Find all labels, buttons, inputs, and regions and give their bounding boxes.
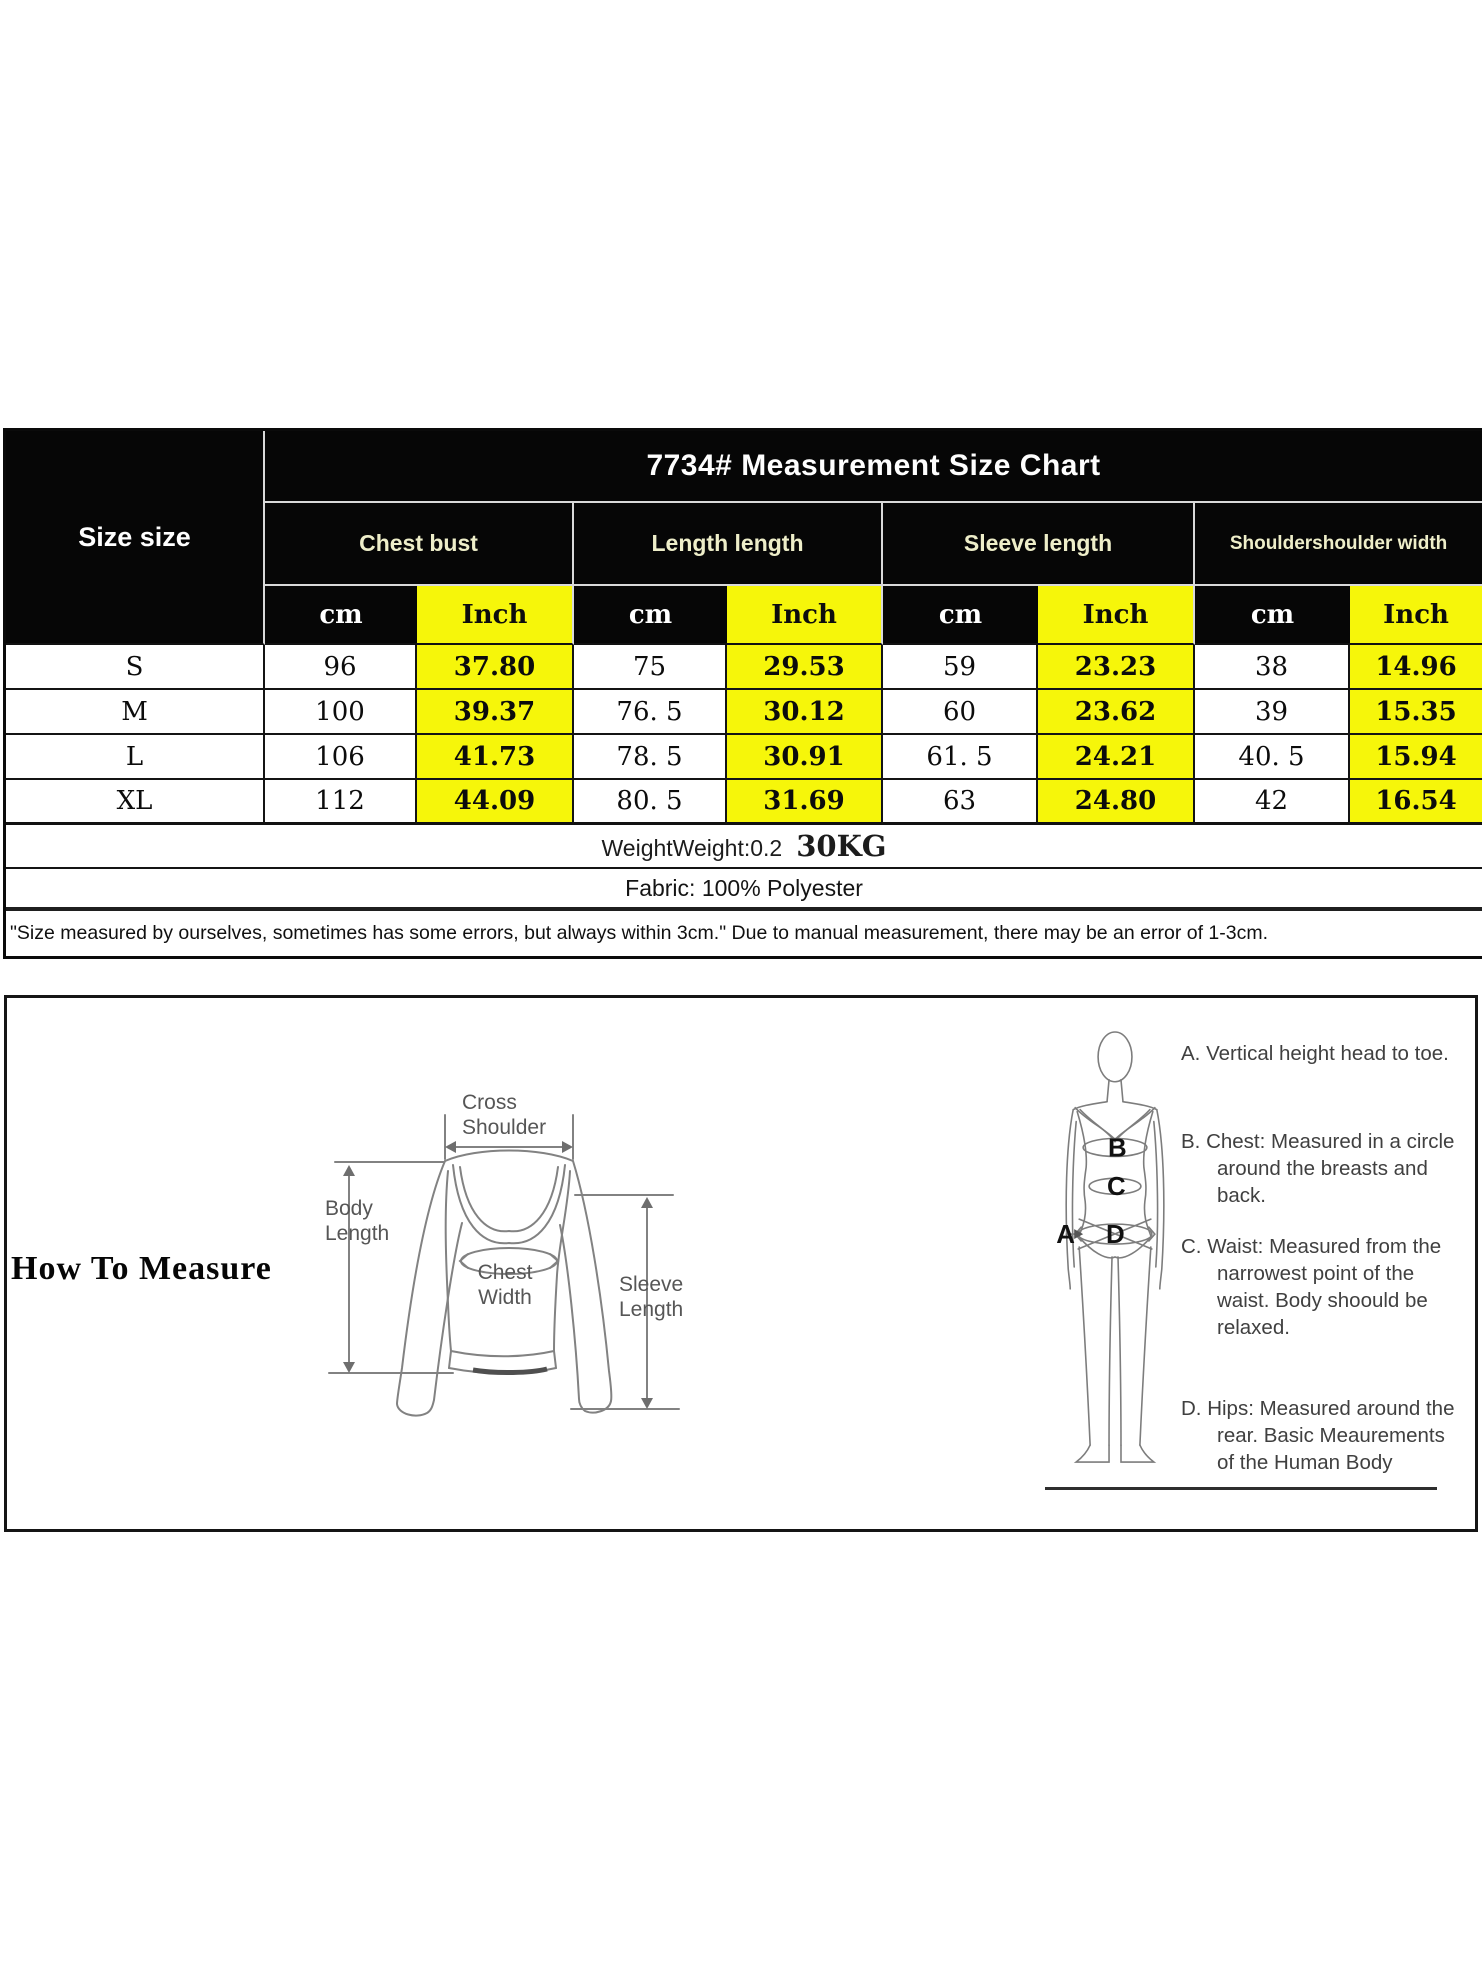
garment-label-cross-shoulder: Cross Shoulder xyxy=(462,1091,547,1139)
row-m-shoulder-cm: 39 xyxy=(1195,690,1350,735)
row-xl-shoulder-inch: 16.54 xyxy=(1350,780,1482,825)
measure-note-d: D. Hips: Measured around the rear. Basic Meaurements of the Human Body xyxy=(1181,1397,1455,1474)
row-s-chest-cm: 96 xyxy=(265,645,417,690)
measure-note-c: C. Waist: Measured from the narrowest point of the waist. Body shoould be relaxed. xyxy=(1181,1235,1442,1339)
unit-header-chest-cm: cm xyxy=(265,586,417,645)
row-m-shoulder-inch: 15.35 xyxy=(1350,690,1482,735)
unit-header-shoulder-inch: Inch xyxy=(1350,586,1482,645)
column-header-length: Length length xyxy=(574,503,883,586)
notes-underline xyxy=(1045,1487,1437,1490)
row-xl-chest-cm: 112 xyxy=(265,780,417,825)
row-m-length-inch: 30.12 xyxy=(727,690,883,735)
row-l-chest-cm: 106 xyxy=(265,735,417,780)
size-column-header: Size size xyxy=(6,431,265,645)
garment-label-chest-width: Chest Width xyxy=(477,1261,533,1309)
row-l-chest-inch: 41.73 xyxy=(417,735,574,780)
row-l-sleeve-cm: 61. 5 xyxy=(883,735,1038,780)
column-header-sleeve: Sleeve length xyxy=(883,503,1195,586)
row-l-length-cm: 78. 5 xyxy=(574,735,727,780)
disclaimer-text: "Size measured by ourselves, sometimes has some errors, but always within 3cm." Due to manual measurement, there may be an error of 1-3cm. xyxy=(6,911,1482,956)
row-l-shoulder-cm: 40. 5 xyxy=(1195,735,1350,780)
figure-letter-d: D xyxy=(1106,1221,1125,1250)
row-s-shoulder-inch: 14.96 xyxy=(1350,645,1482,690)
row-xl-sleeve-cm: 63 xyxy=(883,780,1038,825)
unit-header-sleeve-inch: Inch xyxy=(1038,586,1195,645)
weight-cell xyxy=(6,825,1482,869)
table-row-xl xyxy=(6,780,1482,825)
how-to-measure-section xyxy=(4,995,1478,1532)
table-title: 7734# Measurement Size Chart xyxy=(265,431,1482,503)
measurement-table xyxy=(3,428,1482,959)
row-m-chest-inch: 39.37 xyxy=(417,690,574,735)
column-header-shoulder: Shouldershoulder width xyxy=(1195,503,1482,586)
body-figure-diagram xyxy=(1048,1030,1188,1470)
row-s-chest-inch: 37.80 xyxy=(417,645,574,690)
row-s-length-cm: 75 xyxy=(574,645,727,690)
unit-header-chest-inch: Inch xyxy=(417,586,574,645)
table-row-l xyxy=(6,735,1482,780)
row-m-length-cm: 76. 5 xyxy=(574,690,727,735)
unit-header-length-cm: cm xyxy=(574,586,727,645)
row-s-length-inch: 29.53 xyxy=(727,645,883,690)
row-m-size: M xyxy=(6,690,265,735)
row-m-sleeve-cm: 60 xyxy=(883,690,1038,735)
row-xl-size: XL xyxy=(6,780,265,825)
row-s-shoulder-cm: 38 xyxy=(1195,645,1350,690)
weight-value: 30KG xyxy=(796,829,887,863)
fabric-row xyxy=(6,869,1482,911)
garment-label-sleeve-length: Sleeve Length xyxy=(619,1273,684,1321)
row-m-sleeve-inch: 23.62 xyxy=(1038,690,1195,735)
row-s-size: S xyxy=(6,645,265,690)
figure-letter-a: A xyxy=(1056,1221,1075,1250)
measure-note-b: B. Chest: Measured in a circle around the breasts and back. xyxy=(1181,1130,1455,1207)
unit-header-shoulder-cm: cm xyxy=(1195,586,1350,645)
row-xl-shoulder-cm: 42 xyxy=(1195,780,1350,825)
row-s-sleeve-inch: 23.23 xyxy=(1038,645,1195,690)
row-l-size: L xyxy=(6,735,265,780)
row-m-chest-cm: 100 xyxy=(265,690,417,735)
row-xl-sleeve-inch: 24.80 xyxy=(1038,780,1195,825)
garment-label-body-length: Body Length xyxy=(325,1197,390,1245)
row-l-length-inch: 30.91 xyxy=(727,735,883,780)
measure-note-a: A. Vertical height head to toe. xyxy=(1181,1042,1449,1065)
row-l-sleeve-inch: 24.21 xyxy=(1038,735,1195,780)
unit-header-sleeve-cm: cm xyxy=(883,586,1038,645)
row-xl-chest-inch: 44.09 xyxy=(417,780,574,825)
how-to-measure-title: How To Measure xyxy=(11,1250,272,1287)
row-s-sleeve-cm: 59 xyxy=(883,645,1038,690)
weight-label: WeightWeight:0.2 xyxy=(601,835,783,861)
table-row-s xyxy=(6,645,1482,690)
row-xl-length-inch: 31.69 xyxy=(727,780,883,825)
figure-letter-b: B xyxy=(1108,1134,1127,1163)
unit-header-length-inch: Inch xyxy=(727,586,883,645)
column-header-chest: Chest bust xyxy=(265,503,574,586)
row-l-shoulder-inch: 15.94 xyxy=(1350,735,1482,780)
figure-letter-c: C xyxy=(1107,1173,1126,1202)
fabric-cell: Fabric: 100% Polyester xyxy=(6,869,1482,911)
weight-row xyxy=(6,825,1482,869)
disclaimer-row xyxy=(6,911,1482,956)
row-xl-length-cm: 80. 5 xyxy=(574,780,727,825)
table-row-m xyxy=(6,690,1482,735)
